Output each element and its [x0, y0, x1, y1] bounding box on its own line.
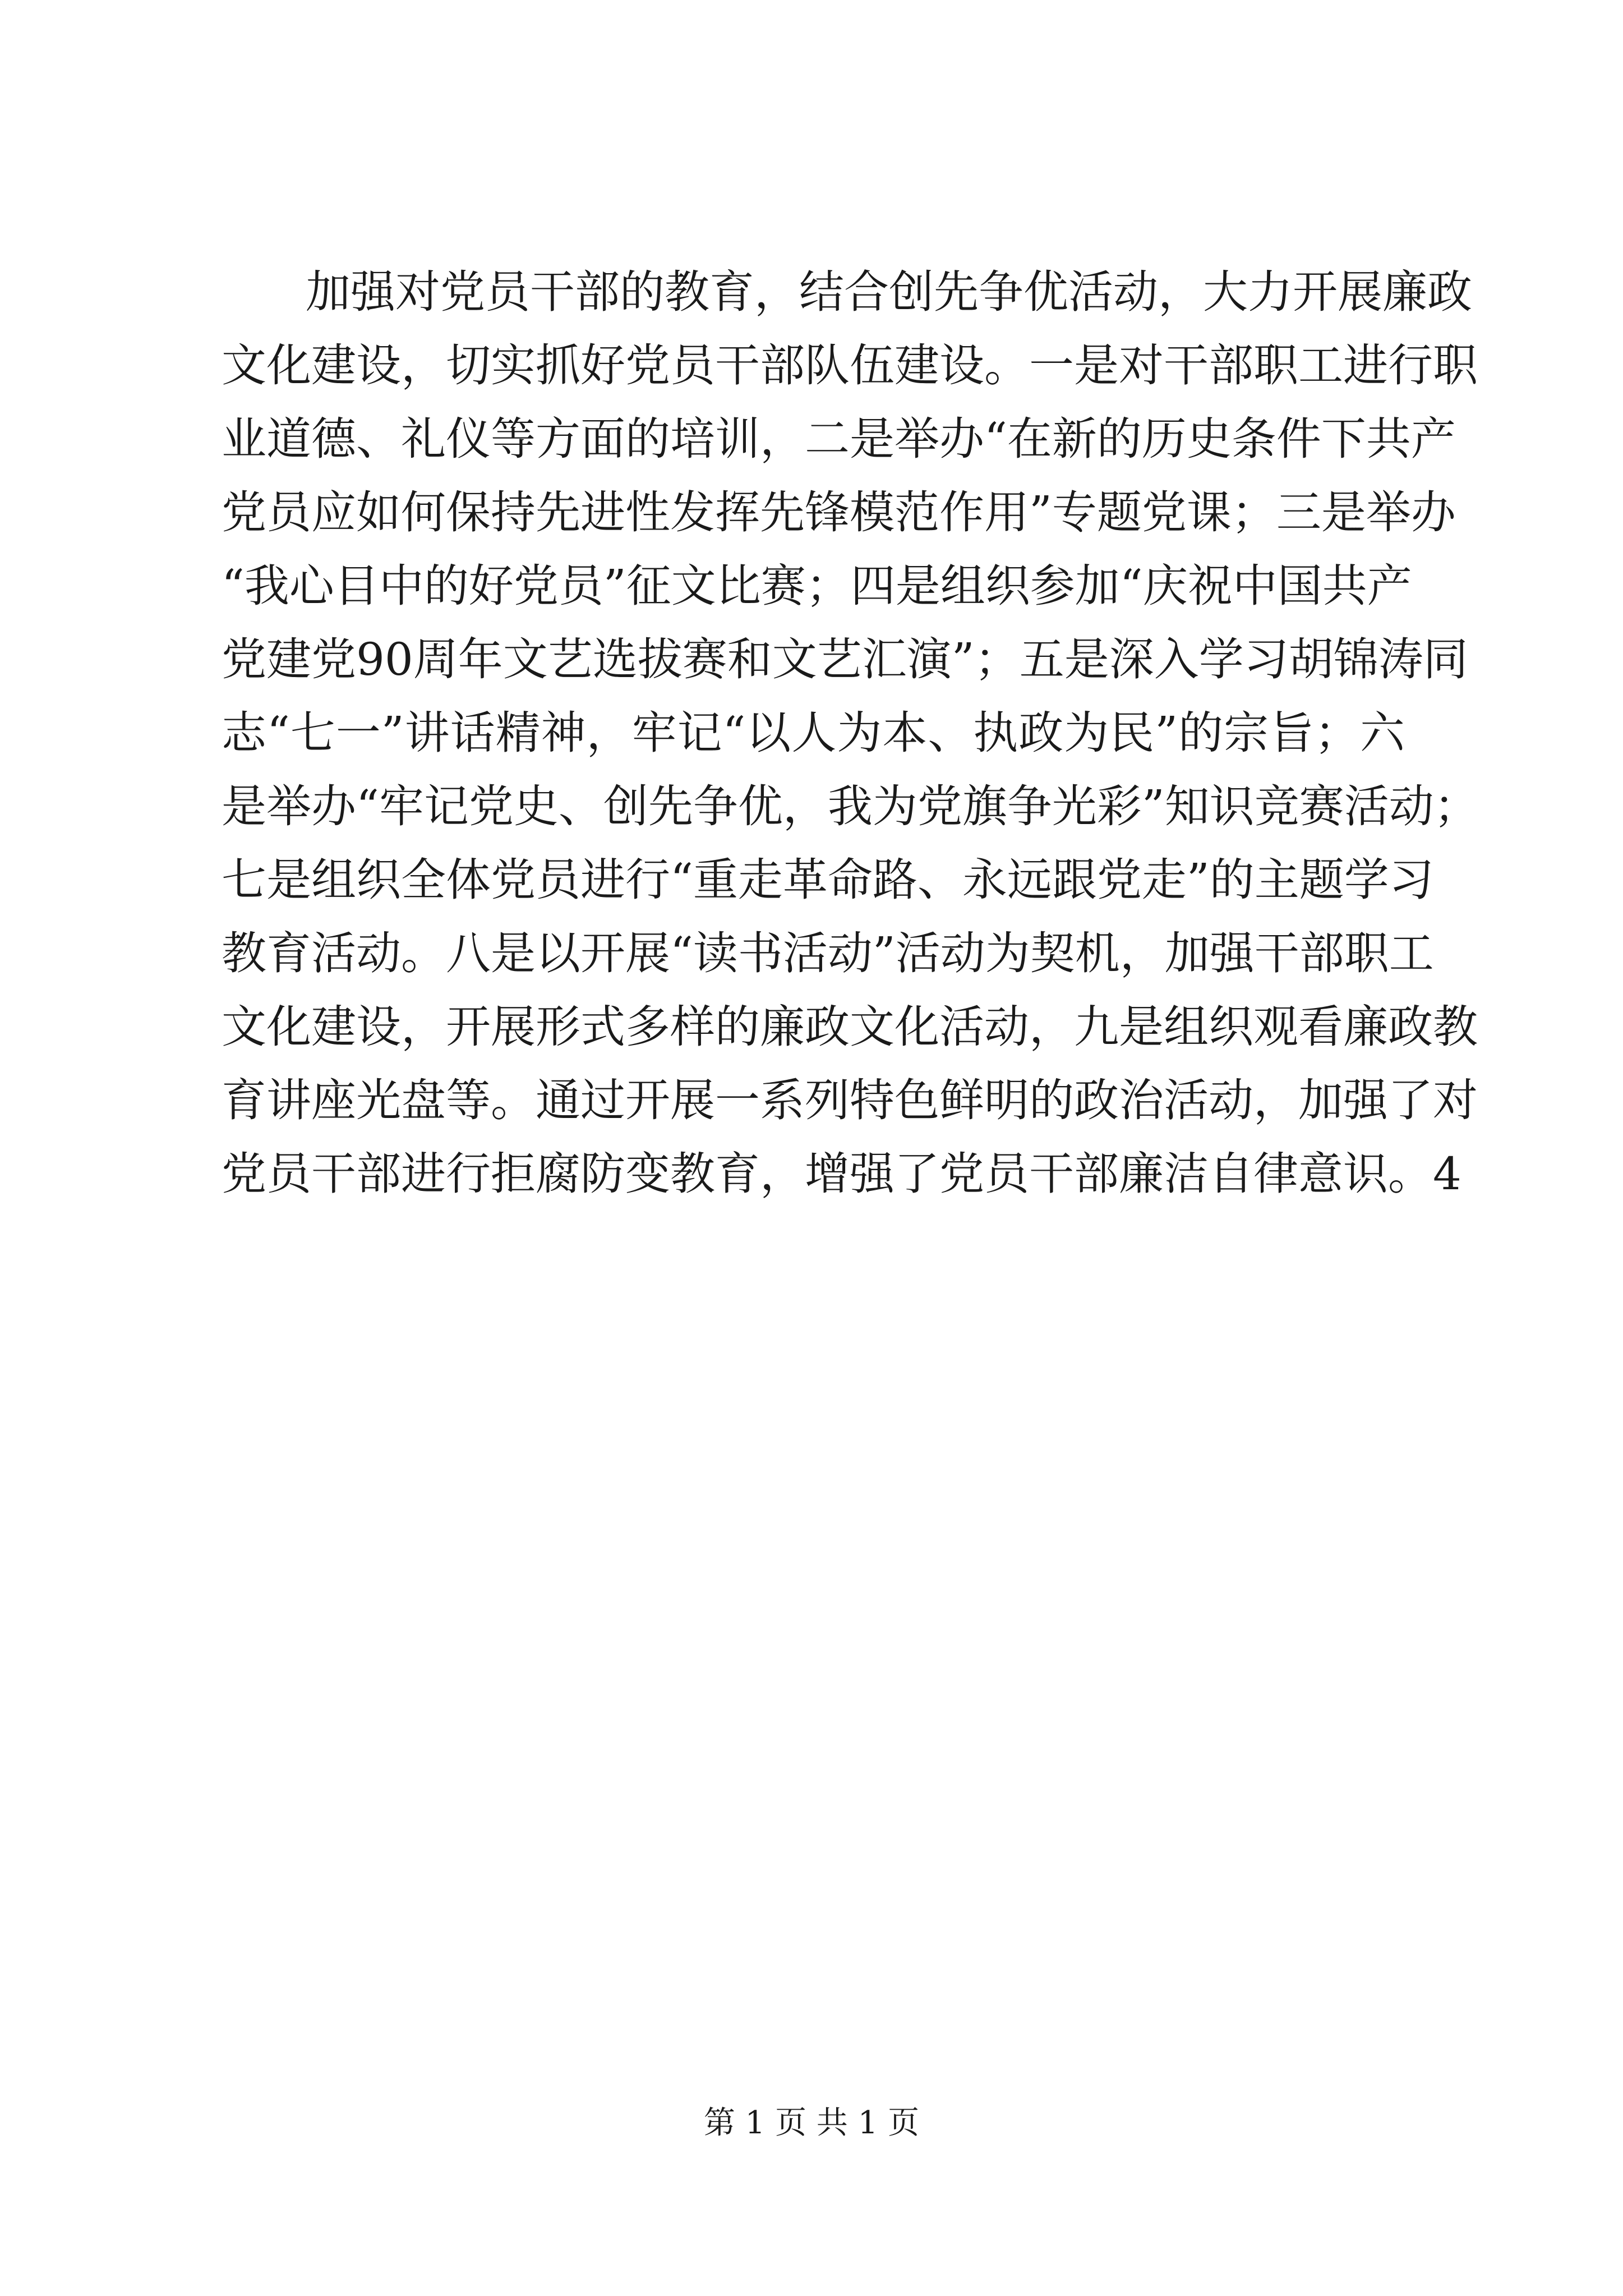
paragraph-line: 志“七一”讲话精神，牢记“以人为本、执政为民”的宗旨；六	[222, 707, 1405, 759]
paragraph-line: 加强对党员干部的教育，结合创先争优活动，大力开展廉政	[306, 266, 1472, 318]
paragraph-line: 党员应如何保持先进性发挥先锋模范作用”专题党课；三是举办	[222, 486, 1456, 539]
paragraph-line: 文化建设，开展形式多样的廉政文化活动，九是组织观看廉政教	[222, 1001, 1478, 1053]
paragraph-line: 育讲座光盘等。通过开展一系列特色鲜明的政治活动，加强了对	[222, 1074, 1478, 1126]
page-footer	[0, 2101, 1623, 2146]
paragraph-line: 是举办“牢记党史、创先争优，我为党旗争光彩”知识竞赛活动；	[222, 780, 1479, 832]
paragraph-line: 七是组织全体党员进行“重走革命路、永远跟党走”的主题学习	[222, 854, 1434, 906]
paragraph-line: 文化建设，切实抓好党员干部队伍建设。一是对干部职工进行职	[222, 339, 1478, 392]
paragraph-line: “我心目中的好党员”征文比赛；四是组织参加“庆祝中国共产	[222, 560, 1412, 612]
paragraph-line: 党员干部进行拒腐防变教育，增强了党员干部廉洁自律意识。4	[222, 1148, 1461, 1200]
page-number-label: 第 1 页 共 1 页	[703, 2105, 920, 2141]
paragraph-line: 业道德、礼仪等方面的培训，二是举办“在新的历史条件下共产	[222, 413, 1456, 465]
body-paragraph	[222, 255, 1479, 1211]
paragraph-line: 教育活动。八是以开展“读书活动”活动为契机，加强干部职工	[222, 927, 1434, 979]
paragraph-line: 党建党90周年文艺选拔赛和文艺汇演”；五是深入学习胡锦涛同	[222, 633, 1468, 685]
